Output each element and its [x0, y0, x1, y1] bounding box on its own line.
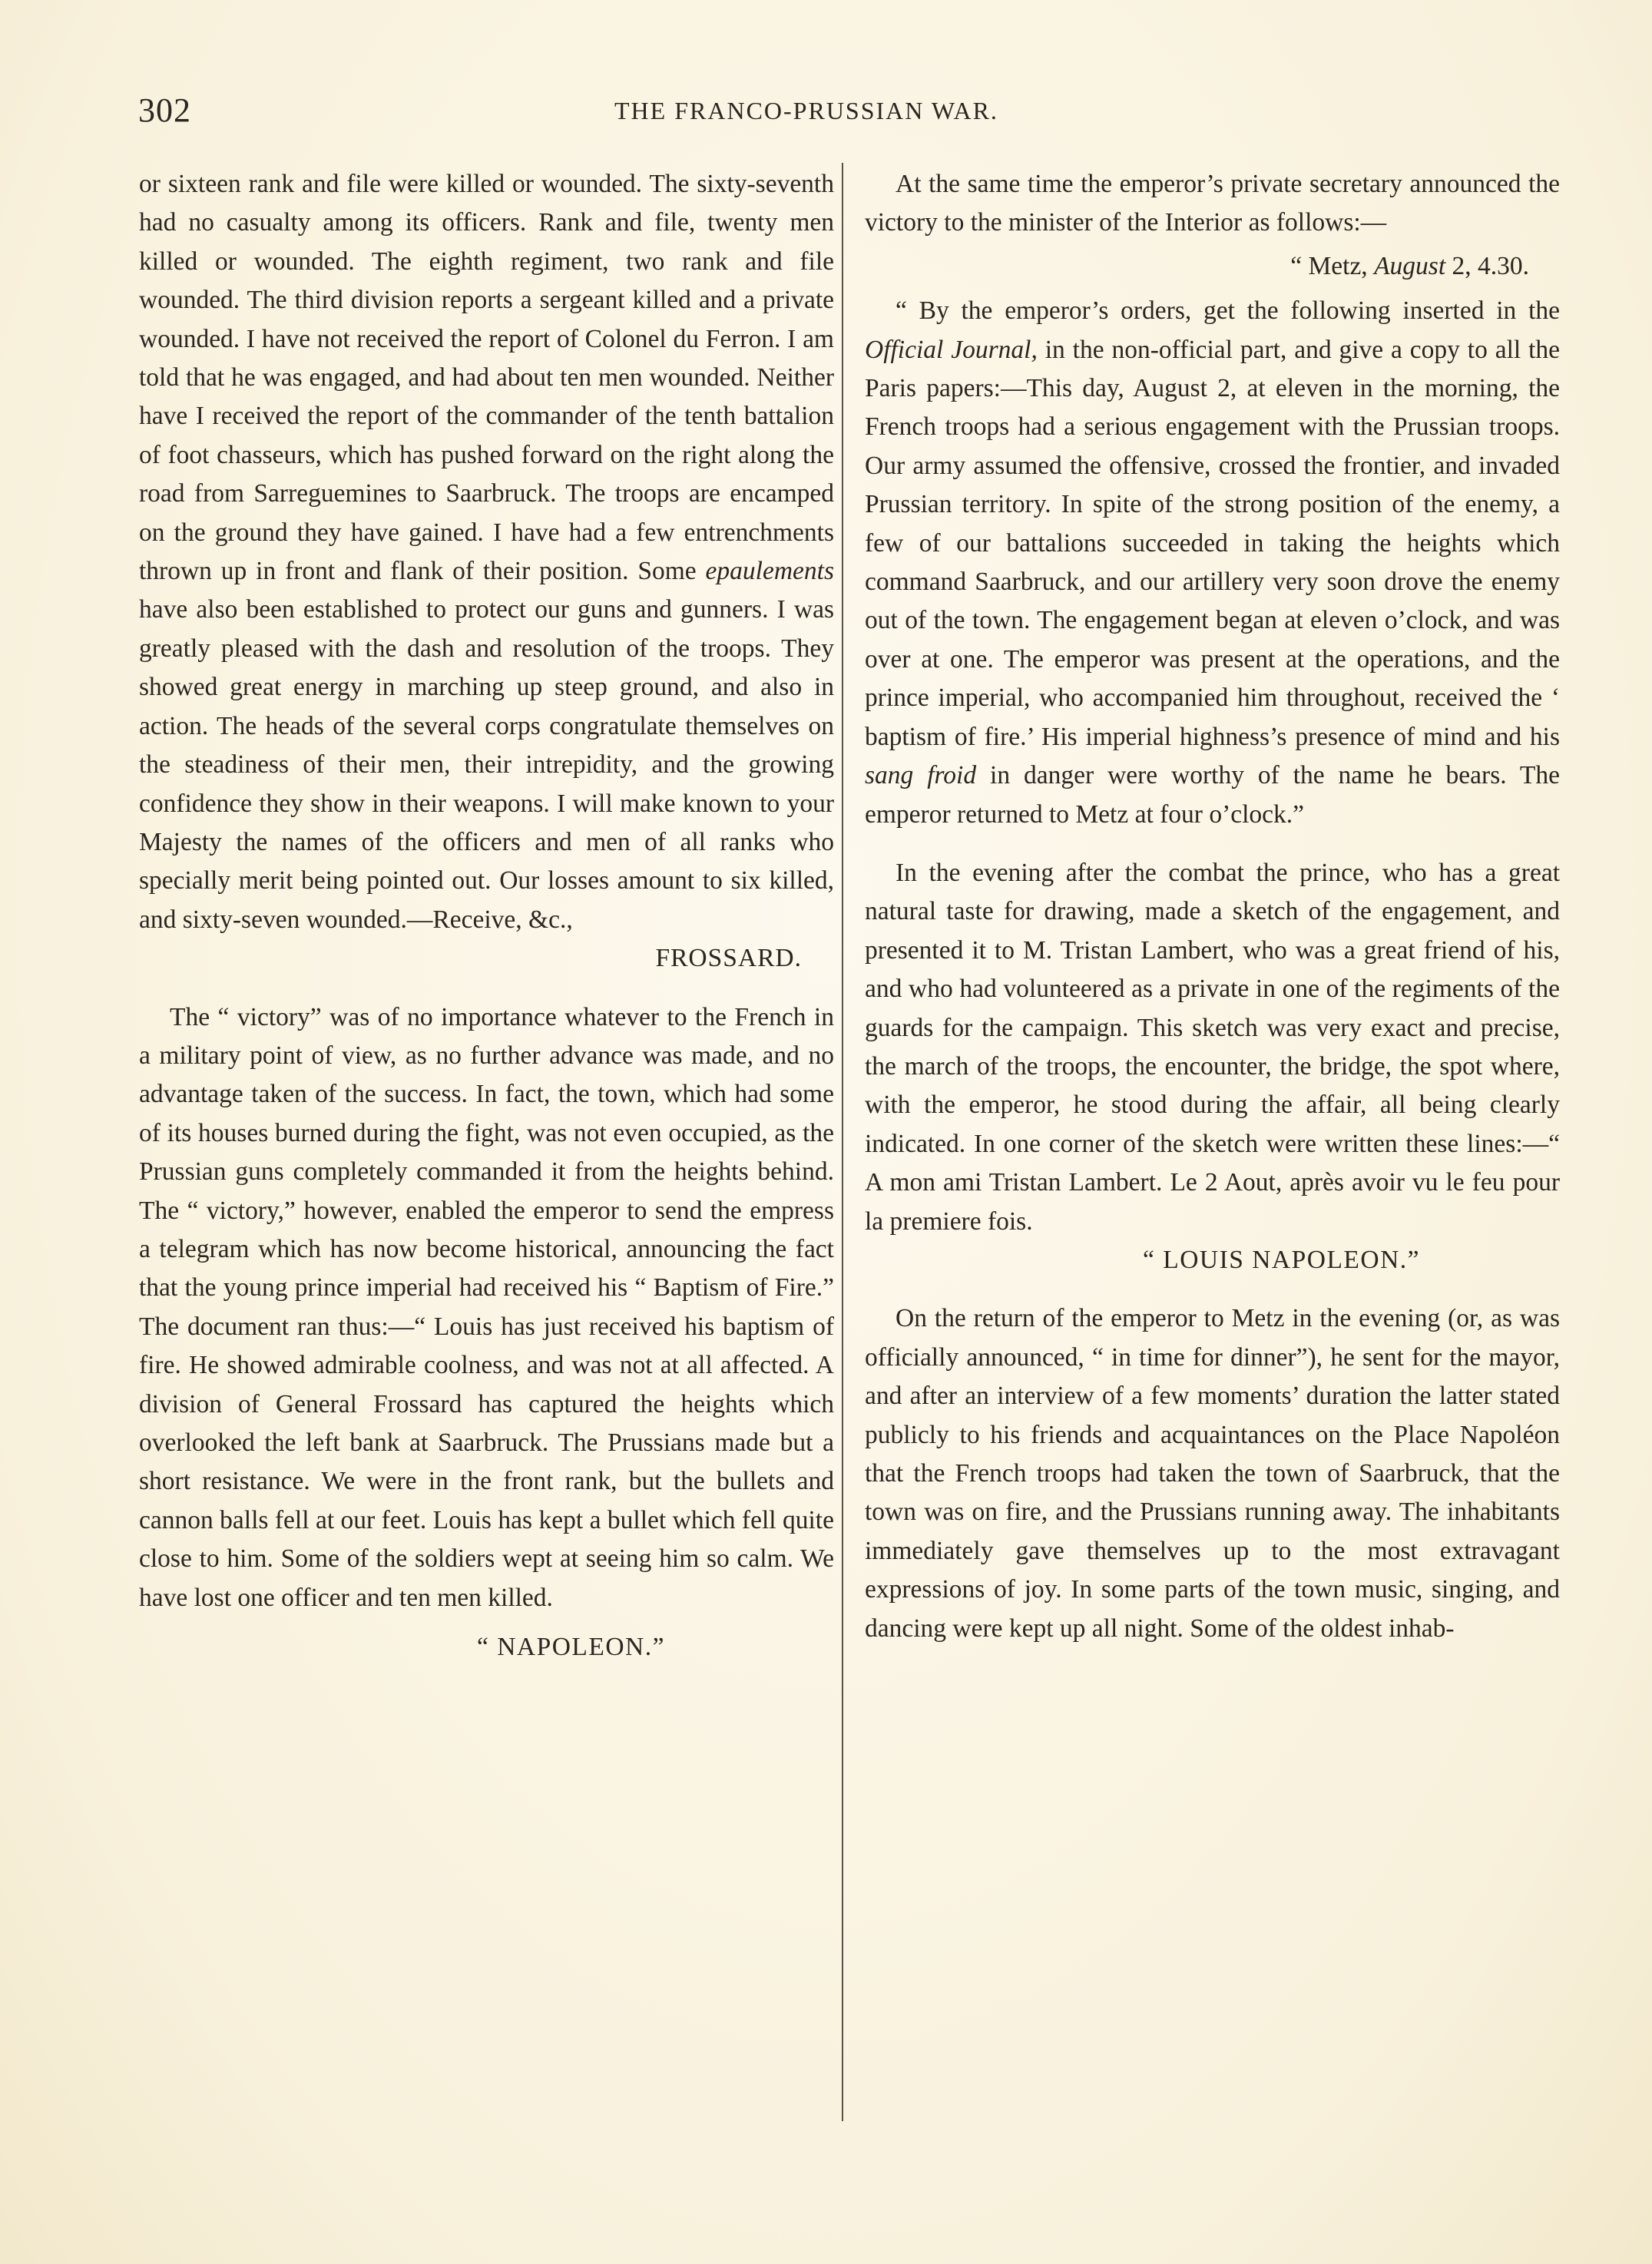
right-column [865, 165, 1560, 1648]
dateline: “ Metz, August 2, 4.30. [1290, 251, 1529, 280]
signature-napoleon: “ NAPOLEON.” [476, 1633, 665, 1662]
signature-frossard: FROSSARD. [655, 944, 802, 973]
signature-louis-napoleon: “ LOUIS NAPOLEON.” [1142, 1245, 1421, 1274]
paragraph-emperor-orders: “ By the emperor’s orders, get the following inserted in the Official Journal, in the non-official part, and give a copy to all the Paris papers:—This day, August 2, at eleven in the morning, the French troops had a serious engagement with the Prussian troops. Our army assumed the offensive, crossed the frontier, and invaded Prussian territory. In spite of the strong position of the enemy, a few of our battalions succeeded in taking the heights which command Saarbruck, and our artillery very soon drove the enemy out of the town. The engagement began at eleven o’clock, and was over at one. The emperor was present at the operations, and the prince imperial, who accompanied him throughout, received the ‘ baptism of fire.’ His imperial highness’s presence of mind and his sang froid in danger were worthy of the name he bears. The emperor returned to Metz at four o’clock.” [865, 296, 1561, 829]
italic-journal: Official Journal, [865, 335, 1038, 364]
paragraph-secretary: At the same time the emperor’s private secretary announced the victory to the minister of the Interior as follows:— [865, 170, 1560, 237]
italic-term: epaulements [705, 557, 834, 586]
italic-sang-froid: sang froid [865, 761, 977, 790]
paragraph-sketch: In the evening after the combat the prince, who has a great natural taste for drawing, made a sketch of the engagement, and presented it to M. Tristan Lambert, who was a great friend of his, and who had volunteered as a private in one of the regiments of the guards for the campaign. This sketch was very exact and precise, the march of the troops, the encounter, the bridge, the spot where, with the emperor, he stood during the affair, all being clearly indicated. In one corner of the sketch were written these lines:—“ A mon ami Tristan Lambert. Le 2 Aout, après avoir vu le feu pour la premiere fois. [865, 858, 1560, 1236]
left-column [139, 165, 834, 1667]
running-title: THE FRANCO-PRUSSIAN WAR. [614, 97, 998, 124]
paragraph-victory: The “ victory” was of no importance whatever to the French in a military point of view, as no further advance was made, and no advantage taken of the success. In fact, the town, which had some of its houses burned during the fight, was not even occupied, as the Prussian guns completely commanded it from the heights behind. The “ victory,” however, enabled the emperor to send the empress a telegram which has now become historical, announcing the fact that the young prince imperial had received his “ Baptism of Fire.” The document ran thus:—“ Louis has just received his baptism of fire. He showed admirable coolness, and was not at all affected. A division of General Frossard has captured the heights which overlooked the left bank at Saarbruck. The Prussians made but a short resistance. We were in the front rank, but the bullets and cannon balls fell at our feet. Louis has kept a bullet which fell quite close to him. Some of the soldiers wept at seeing him so calm. We have lost one officer and ten men killed. [139, 1002, 834, 1612]
page-header [138, 91, 1567, 137]
column-divider [842, 163, 843, 2121]
paragraph-return-to-metz: On the return of the emperor to Metz in the evening (or, as was officially announced, “ in time for dinner”), he sent for the mayor, and after an interview of a few moments’ duration the latter stated publicly to his friends and acquaintances on the Place Napoléon that the French troops had taken the town of Saarbruck, that the town was on fire, and the Prussians running away. The inhabitants immediately gave themselves up to the most extravagant expressions of joy. In some parts of the town music, singing, and dancing were kept up all night. Some of the oldest inhab- [865, 1304, 1560, 1643]
paragraph-frossard-report: or sixteen rank and file were killed or wounded. The sixty-seventh had no casualty among its officers. Rank and file, twenty men killed or wounded. The eighth regiment, two rank and file wounded. The third division reports a sergeant killed and a private wounded. I have not received the report of Colonel du Ferron. I am told that he was engaged, and had about ten men wounded. Neither have I received the report of the commander of the tenth battalion of foot chasseurs, which has pushed forward on the right along the road from Sarreguemines to Saarbruck. The troops are encamped on the ground they have gained. I have had a few entrenchments thrown up in front and flank of their position. Some epaulements have also been established to protect our guns and gunners. I was greatly pleased with the dash and resolution of the troops. They showed great energy in marching up steep ground, and also in action. The heads of the several corps congratulate themselves on the steadiness of their men, their intrepidity, and the growing confidence they show in their weapons. I will make known to your Majesty the names of the officers and men of all ranks who specially merit being pointed out. Our losses amount to six killed, and sixty-seven wounded.—Receive, &c., [139, 170, 834, 934]
page-number: 302 [138, 91, 191, 129]
